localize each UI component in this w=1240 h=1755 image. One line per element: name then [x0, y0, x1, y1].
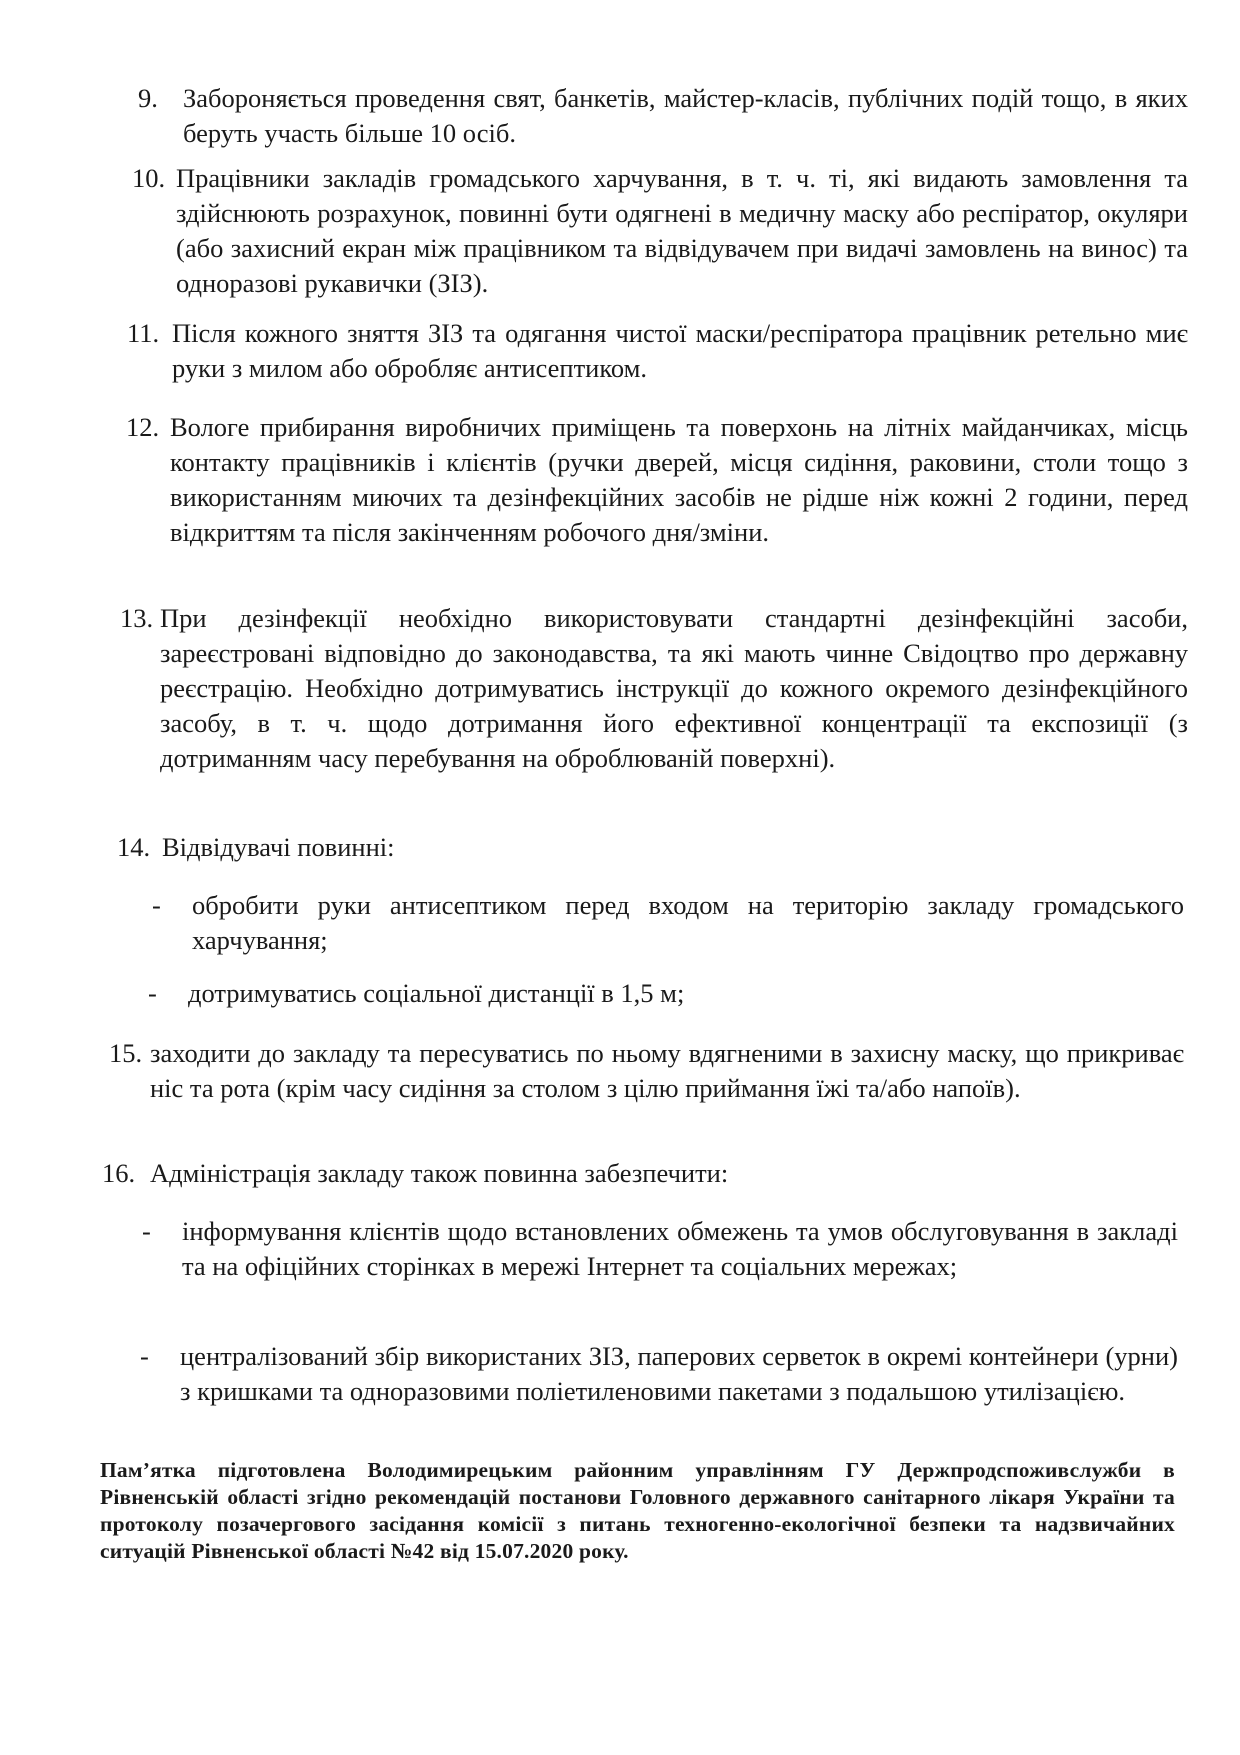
- bullet-item: [152, 888, 1184, 958]
- bullet-dash: -: [148, 978, 157, 1008]
- bullet-text: обробити руки антисептиком перед входом на територію закладу громадського харчування;: [192, 890, 1184, 955]
- item-number: 16.: [102, 1158, 136, 1188]
- item-number: 9.: [138, 83, 158, 113]
- item-text: Відвідувачі повинні:: [162, 832, 395, 862]
- list-item-16: [102, 1156, 1184, 1191]
- bullet-dash: -: [142, 1216, 151, 1246]
- list-item-14: [117, 830, 1182, 865]
- bullet-text: централізований збір використаних ЗІЗ, паперових серветок в окремі контейнери (урни) з кришками та одноразовими поліетиленовими пакетами з подальшою утилізацією.: [180, 1341, 1178, 1406]
- footer-note: Пам’ятка підготовлена Володимирецьким районним управлінням ГУ Держпродспоживслужби в Рівненській області згідно рекомендацій постанови Головного державного санітарного лікаря України та протоколу позачергового засідання комісії з питань техногенно-екологічної безпеки та надзвичайних ситуацій Рівненської області №42 від 15.07.2020 року.: [100, 1458, 1175, 1563]
- bullet-item: [148, 976, 1184, 1011]
- bullet-dash: -: [140, 1341, 149, 1371]
- list-item-9: [138, 81, 1188, 151]
- item-number: 13.: [120, 603, 154, 633]
- item-number: 15.: [109, 1038, 143, 1068]
- item-number: 11.: [127, 318, 160, 348]
- bullet-dash: -: [152, 890, 161, 920]
- list-item-11: [127, 316, 1188, 386]
- list-item-15: [109, 1036, 1184, 1106]
- list-item-13: [120, 601, 1188, 776]
- item-number: 12.: [126, 412, 160, 442]
- item-number: 14.: [117, 832, 151, 862]
- item-text: Забороняється проведення свят, банкетів, майстер-класів, публічних подій тощо, в яких беруть участь більше 10 осіб.: [183, 83, 1188, 148]
- bullet-item: [142, 1214, 1178, 1284]
- item-text: заходити до закладу та пересуватись по ньому вдягненими в захисну маску, що прикриває ніс та рота (крім часу сидіння за столом з цілю приймання їжі та/або напоїв).: [150, 1038, 1184, 1103]
- item-text: При дезінфекції необхідно використовувати стандартні дезінфекційні засоби, зареєстровані відповідно до законодавства, та які мають чинне Свідоцтво про державну реєстрацію. Необхідно дотримуватись інструкції до кожного окремого дезінфекційного засобу, в т. ч. щодо дотримання його ефективної концентрації та експозиції (з дотриманням часу перебування на оброблюваній поверхні).: [160, 603, 1188, 773]
- item-text: Адміністрація закладу також повинна забезпечити:: [150, 1158, 729, 1188]
- item-number: 10.: [132, 163, 166, 193]
- item-text: Після кожного зняття ЗІЗ та одягання чистої маски/респіратора працівник ретельно миє руки з милом або обробляє антисептиком.: [172, 318, 1188, 383]
- bullet-item: [140, 1339, 1178, 1409]
- item-text: Працівники закладів громадського харчування, в т. ч. ті, які видають замовлення та здійснюють розрахунок, повинні бути одягнені в медичну маску або респіратор, окуляри (або захисний екран між працівником та відвідувачем при видачі замовлень на винос) та одноразові рукавички (ЗІЗ).: [176, 163, 1188, 298]
- item-text: Вологе прибирання виробничих приміщень та поверхонь на літніх майданчиках, місць контакту працівників і клієнтів (ручки дверей, місця сидіння, раковини, столи тощо з використанням миючих та дезінфекційних засобів не рідше ніж кожні 2 години, перед відкриттям та після закінченням робочого дня/зміни.: [170, 412, 1188, 547]
- bullet-text: інформування клієнтів щодо встановлених обмежень та умов обслуговування в закладі та на офіційних сторінках в мережі Інтернет та соціальних мережах;: [182, 1216, 1178, 1281]
- list-item-10: [132, 161, 1188, 301]
- bullet-text: дотримуватись соціальної дистанції в 1,5 м;: [188, 978, 685, 1008]
- list-item-12: [126, 410, 1188, 550]
